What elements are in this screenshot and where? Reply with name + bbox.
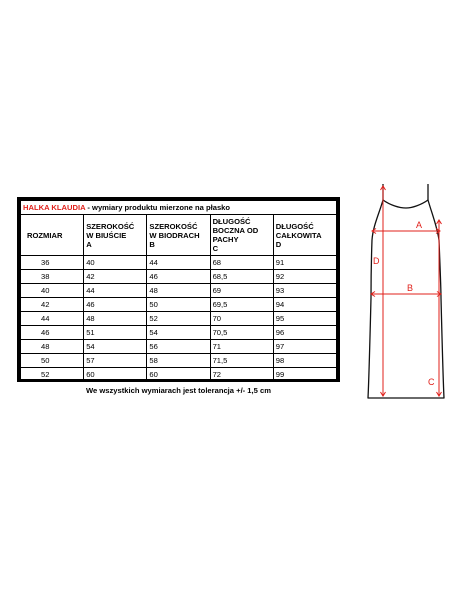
cell-side-length: 70 bbox=[210, 312, 273, 326]
cell-hips: 58 bbox=[147, 354, 210, 368]
dress-outline bbox=[368, 184, 444, 398]
dress-body bbox=[368, 200, 444, 398]
cell-bust: 60 bbox=[84, 368, 147, 382]
table-row bbox=[21, 256, 337, 270]
header-bust bbox=[84, 215, 147, 256]
dress-labels bbox=[373, 220, 435, 387]
dress-diagram bbox=[356, 178, 454, 410]
header-hips bbox=[147, 215, 210, 256]
cell-size: 42 bbox=[21, 298, 84, 312]
label-a: A bbox=[416, 220, 423, 230]
table-title-row bbox=[21, 201, 337, 215]
header-size-label: ROZMIAR bbox=[27, 230, 63, 240]
table-row bbox=[21, 354, 337, 368]
cell-side-length: 72 bbox=[210, 368, 273, 382]
header-hips-line1: SZEROKOŚĆ bbox=[149, 221, 198, 231]
header-total-line1: DŁUGOŚĆ bbox=[275, 221, 314, 231]
cell-bust: 40 bbox=[84, 256, 147, 270]
header-size bbox=[21, 215, 84, 256]
cell-hips: 56 bbox=[147, 340, 210, 354]
cell-size: 52 bbox=[21, 368, 84, 382]
header-side-line3: PACHY bbox=[212, 235, 239, 244]
cell-bust: 51 bbox=[84, 326, 147, 340]
cell-size: 40 bbox=[21, 284, 84, 298]
table-row bbox=[21, 284, 337, 298]
size-rows bbox=[21, 256, 337, 382]
cell-total-length: 92 bbox=[273, 270, 336, 284]
cell-side-length: 71 bbox=[210, 340, 273, 354]
cell-size: 38 bbox=[21, 270, 84, 284]
cell-hips: 48 bbox=[147, 284, 210, 298]
cell-bust: 42 bbox=[84, 270, 147, 284]
cell-total-length: 99 bbox=[273, 368, 336, 382]
cell-bust: 46 bbox=[84, 298, 147, 312]
cell-size: 36 bbox=[21, 256, 84, 270]
cell-total-length: 91 bbox=[273, 256, 336, 270]
header-bust-letter: A bbox=[86, 239, 92, 249]
cell-hips: 52 bbox=[147, 312, 210, 326]
header-bust-line2: W BIUŚCIE bbox=[86, 230, 127, 240]
cell-bust: 44 bbox=[84, 284, 147, 298]
cell-total-length: 98 bbox=[273, 354, 336, 368]
cell-size: 44 bbox=[21, 312, 84, 326]
tolerance-note: We wszystkich wymiarach jest tolerancja +/- 1,5 cm bbox=[86, 386, 271, 395]
hips-arrow-line bbox=[371, 292, 441, 297]
table-row bbox=[21, 326, 337, 340]
table-row bbox=[21, 298, 337, 312]
header-side-letter: C bbox=[212, 244, 219, 253]
header-side-line1: DŁUGOŚĆ bbox=[212, 217, 251, 226]
label-d: D bbox=[373, 256, 380, 266]
product-name: HALKA KLAUDIA bbox=[23, 203, 86, 212]
cell-hips: 54 bbox=[147, 326, 210, 340]
header-bust-line1: SZEROKOŚĆ bbox=[86, 221, 135, 231]
cell-hips: 50 bbox=[147, 298, 210, 312]
cell-total-length: 95 bbox=[273, 312, 336, 326]
header-total-line2: CAŁKOWITA bbox=[275, 230, 322, 240]
cell-total-length: 97 bbox=[273, 340, 336, 354]
header-total-length bbox=[273, 215, 336, 256]
cell-total-length: 96 bbox=[273, 326, 336, 340]
cell-hips: 60 bbox=[147, 368, 210, 382]
bust-arrow-line bbox=[372, 229, 440, 234]
header-side-line2: BOCZNA OD bbox=[212, 226, 259, 235]
header-hips-line2: W BIODRACH bbox=[149, 230, 200, 240]
total-length-arrow-line bbox=[381, 186, 386, 396]
table-title bbox=[21, 201, 337, 215]
cell-hips: 46 bbox=[147, 270, 210, 284]
header-side-length bbox=[210, 215, 273, 256]
cell-total-length: 93 bbox=[273, 284, 336, 298]
table-row bbox=[21, 270, 337, 284]
cell-hips: 44 bbox=[147, 256, 210, 270]
size-table-frame bbox=[17, 197, 340, 382]
cell-bust: 54 bbox=[84, 340, 147, 354]
cell-size: 48 bbox=[21, 340, 84, 354]
cell-bust: 57 bbox=[84, 354, 147, 368]
cell-size: 46 bbox=[21, 326, 84, 340]
cell-bust: 48 bbox=[84, 312, 147, 326]
title-description: - wymiary produktu mierzone na płasko bbox=[85, 203, 231, 212]
cell-total-length: 94 bbox=[273, 298, 336, 312]
cell-side-length: 68 bbox=[210, 256, 273, 270]
label-b: B bbox=[407, 283, 414, 293]
table-header-row bbox=[21, 215, 337, 256]
header-hips-letter: B bbox=[149, 239, 155, 249]
table-row bbox=[21, 368, 337, 382]
cell-side-length: 69 bbox=[210, 284, 273, 298]
cell-side-length: 70,5 bbox=[210, 326, 273, 340]
table-row bbox=[21, 312, 337, 326]
label-c: C bbox=[428, 377, 435, 387]
cell-side-length: 68,5 bbox=[210, 270, 273, 284]
header-total-letter: D bbox=[275, 239, 282, 249]
cell-size: 50 bbox=[21, 354, 84, 368]
table-row bbox=[21, 340, 337, 354]
size-table bbox=[20, 200, 337, 382]
cell-side-length: 71,5 bbox=[210, 354, 273, 368]
cell-side-length: 69,5 bbox=[210, 298, 273, 312]
